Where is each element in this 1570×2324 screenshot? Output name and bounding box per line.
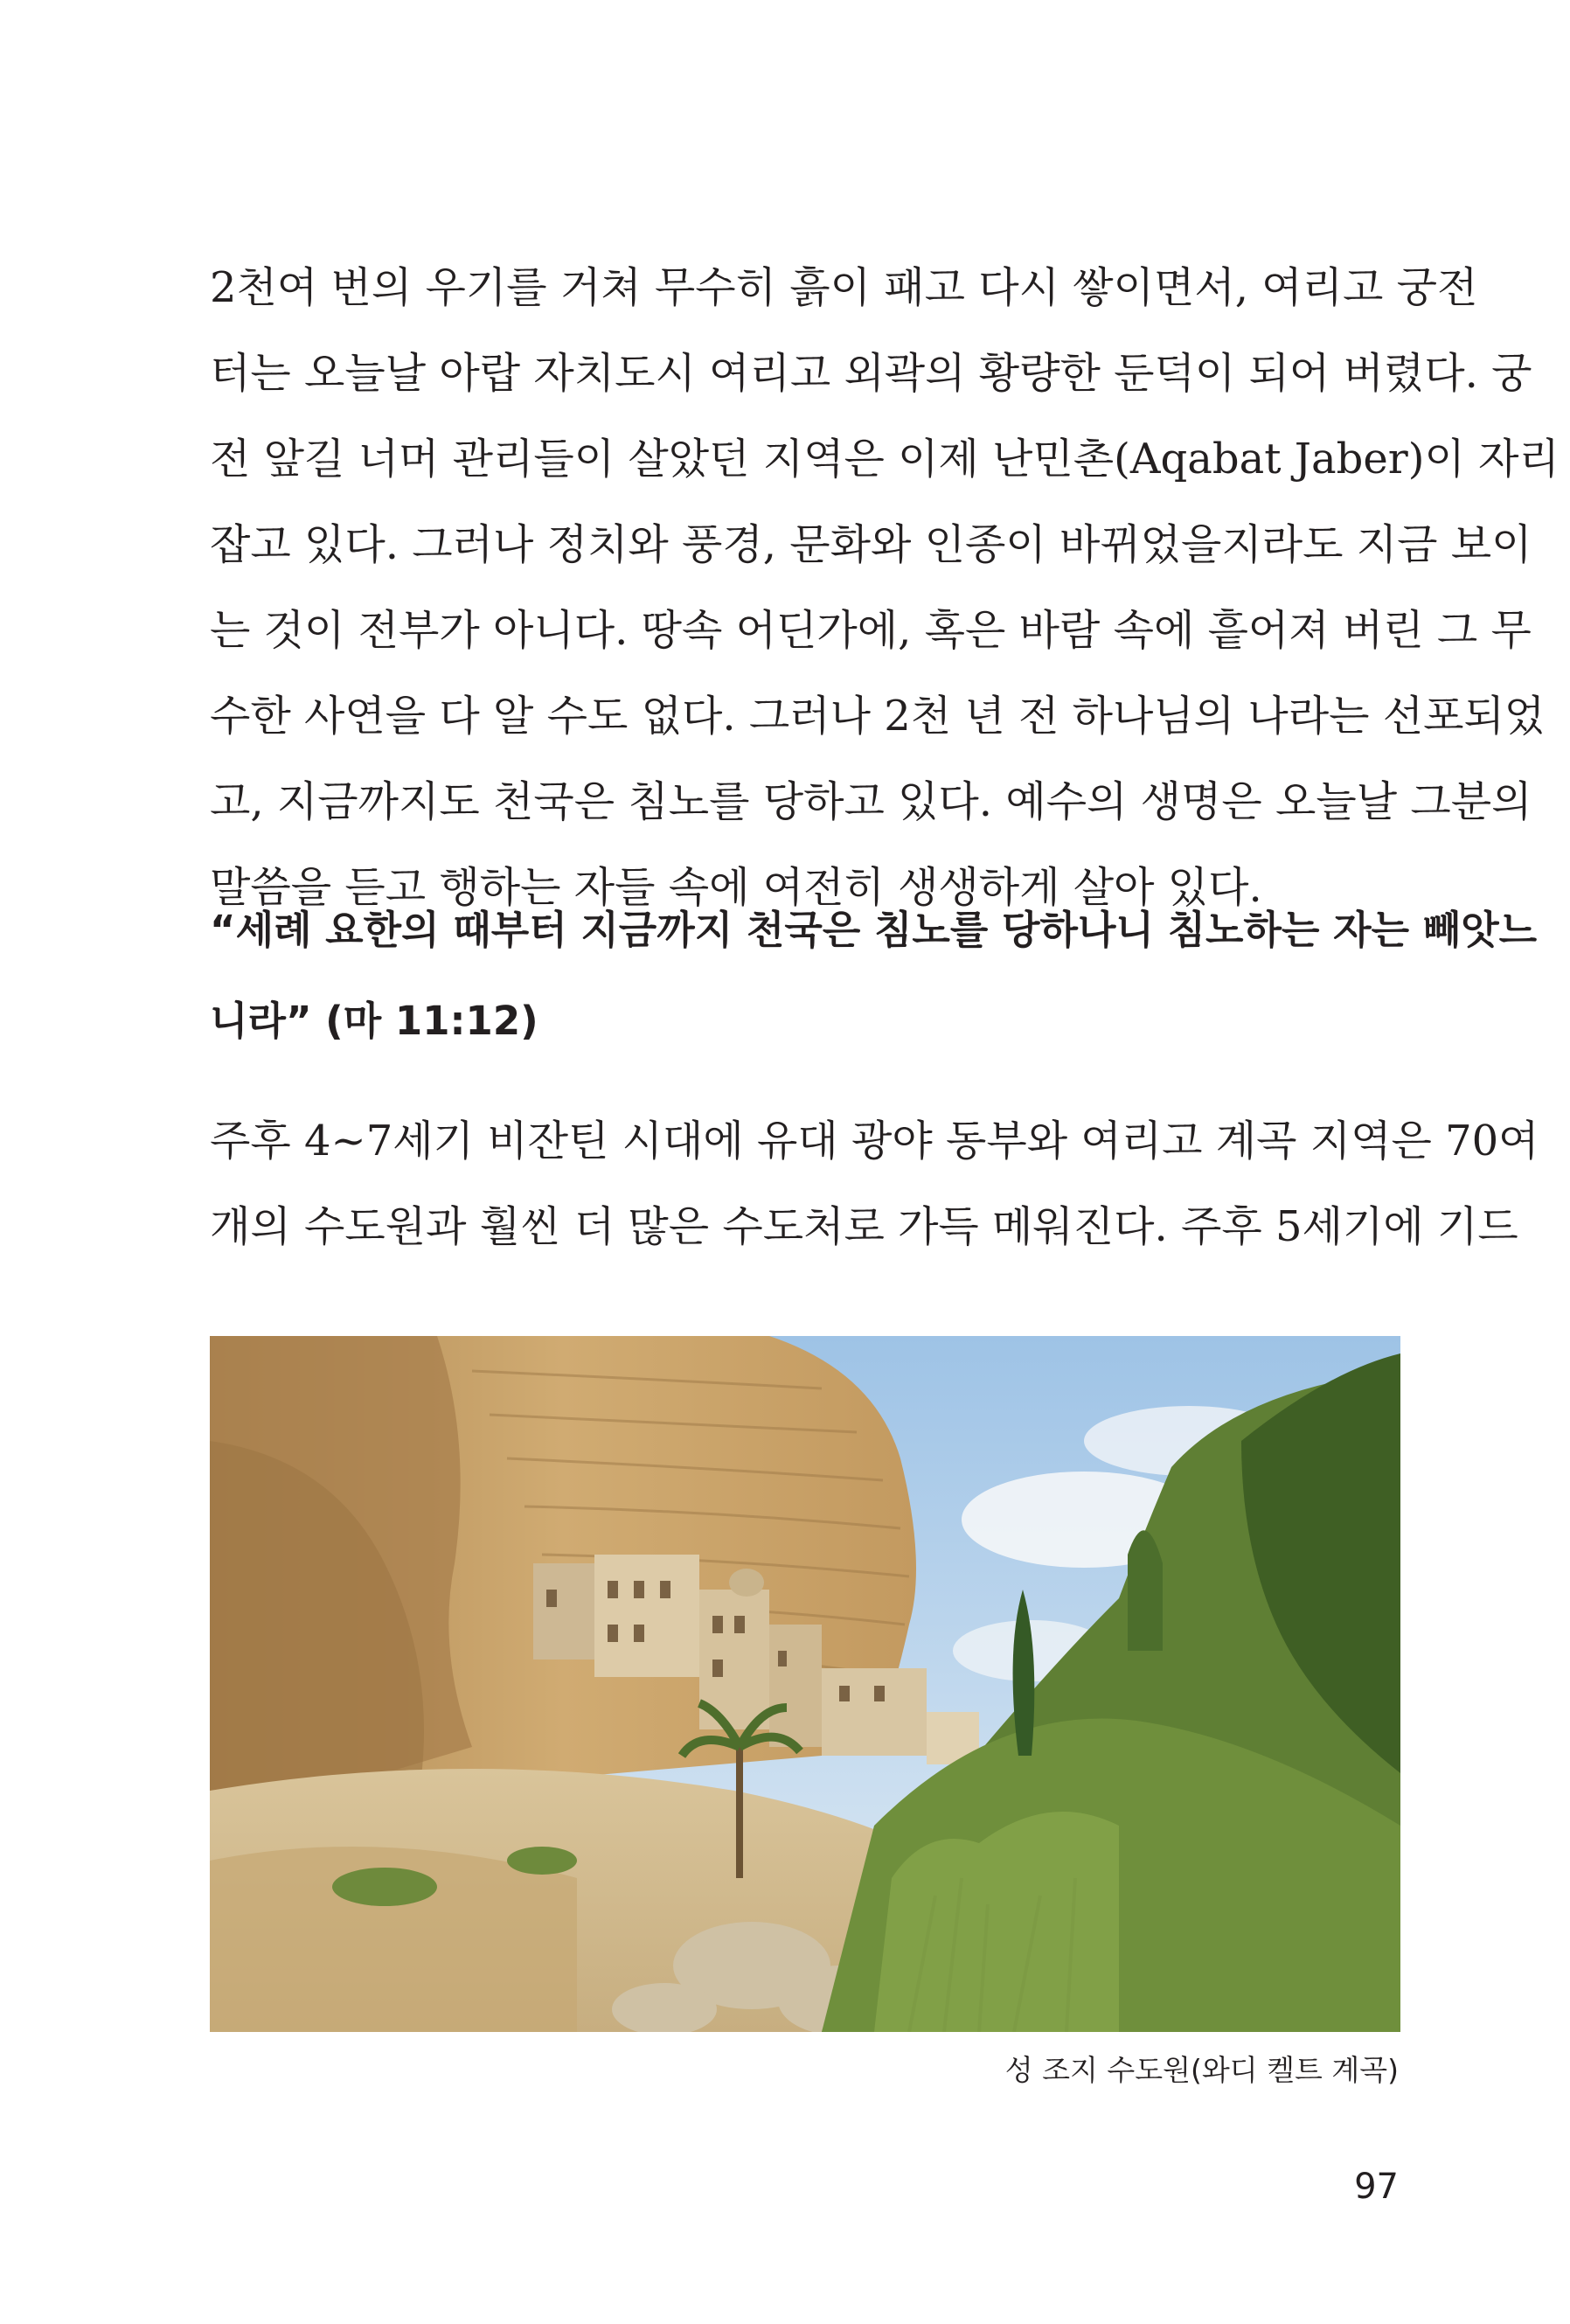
text-line: 2천여 번의 우기를 거쳐 무수히 흙이 패고 다시 쌓이면서, 여리고 궁전 <box>210 263 1478 312</box>
text-line: 잡고 있다. 그러나 정치와 풍경, 문화와 인종이 바뀌었을지라도 지금 보이 <box>210 520 1532 569</box>
body-paragraph-2 <box>210 1098 1539 1270</box>
text-line: 주후 4~7세기 비잔틴 시대에 유대 광야 동부와 여리고 계곡 지역은 70여 <box>210 1117 1539 1165</box>
text-line: 고, 지금까지도 천국은 침노를 당하고 있다. 예수의 생명은 오늘날 그분의 <box>210 777 1532 826</box>
monastery-photo <box>210 1336 1400 2032</box>
text-line: 전 앞길 너머 관리들이 살았던 지역은 이제 난민촌(Aqabat Jaber)이 자리 <box>210 435 1560 484</box>
page-number: 97 <box>1354 2167 1399 2207</box>
scripture-quote <box>210 885 1538 1067</box>
quote-line: “세례 요한의 때부터 지금까지 천국은 침노를 당하나니 침노하는 자는 빼앗느 <box>210 907 1538 953</box>
text-line: 개의 수도원과 훨씬 더 많은 수도처로 가득 메워진다. 주후 5세기에 기드 <box>210 1202 1518 1251</box>
text-line: 수한 사연을 다 알 수도 없다. 그러나 2천 년 전 하나님의 나라는 선포되었 <box>210 692 1546 741</box>
quote-line: 니라” (마 11:12) <box>210 998 538 1044</box>
monastery-canyon-illustration <box>210 1336 1400 2032</box>
text-line: 말씀을 듣고 행하는 자들 속에 여전히 생생하게 살아 있다. <box>210 863 1262 912</box>
text-line: 는 것이 전부가 아니다. 땅속 어딘가에, 혹은 바람 속에 흩어져 버린 그 무 <box>210 606 1532 655</box>
photo-caption: 성 조지 수도원(와디 켈트 계곡) <box>1004 2053 1399 2087</box>
text-line: 터는 오늘날 아랍 자치도시 여리고 외곽의 황량한 둔덕이 되어 버렸다. 궁 <box>210 349 1532 398</box>
